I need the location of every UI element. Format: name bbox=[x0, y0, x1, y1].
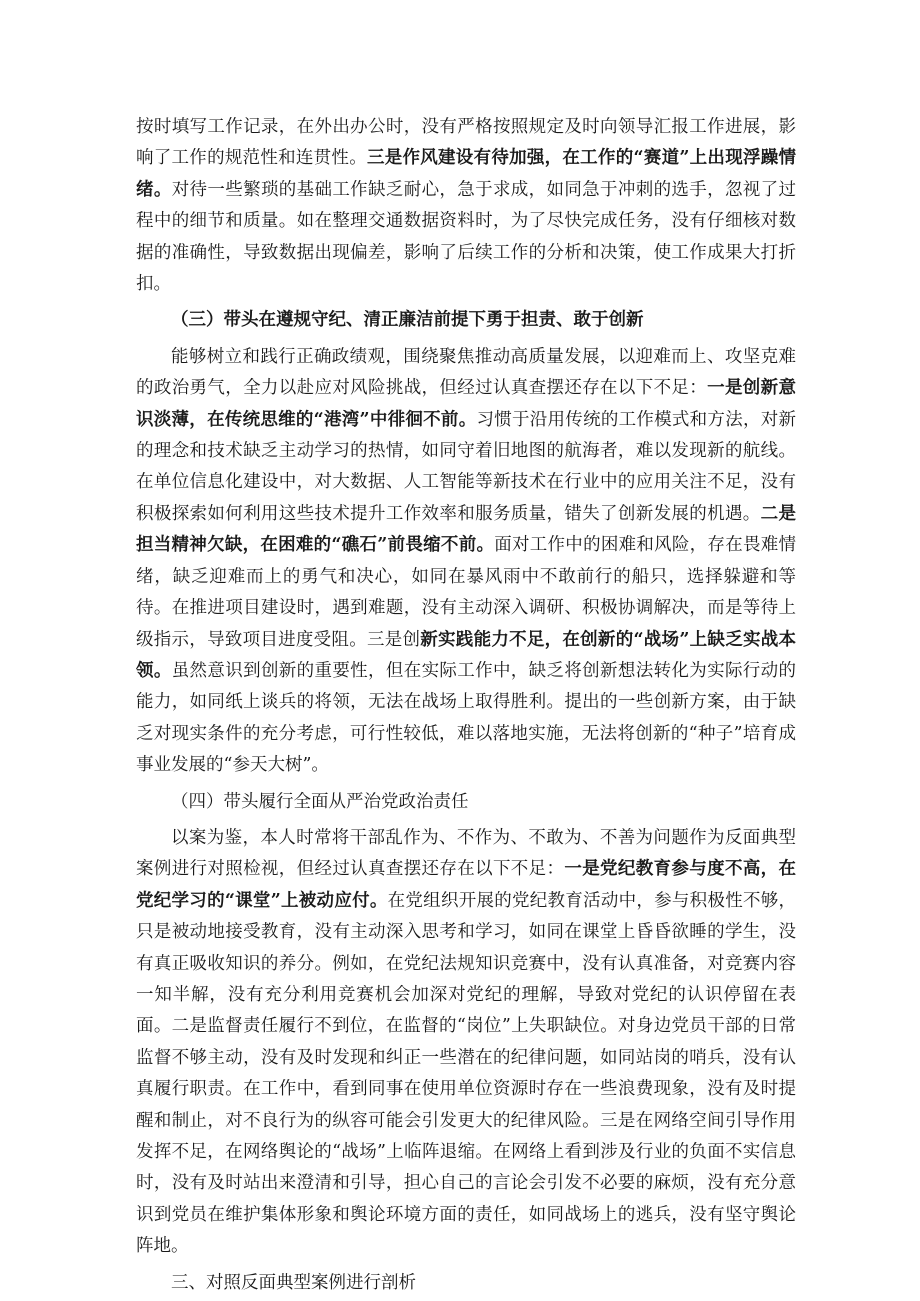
bold-point: 三是作风建设有待加强，在工作的“赛道”上出现浮躁情绪。 bbox=[136, 148, 796, 200]
section-4-paragraph bbox=[136, 823, 796, 1263]
chapter-heading: 三、对照反面典型案例进行剖析 bbox=[171, 1272, 416, 1293]
paragraph-text: 习惯于沿用传统的工作模式和方法，对新的理念和技术缺乏主动学习的热情，如同守着旧地图的航海者，难以发现新的航线。在单位信息化建设中，对大数据、人工智能等新技术在行业中的应用关注不足，没有积极探索如何利用这些技术提升工作效率和服务质量，错失了创新发展的机遇。 bbox=[136, 409, 796, 524]
paragraph-text: 对待一些繁琐的基础工作缺乏耐心，急于求成，如同急于冲刺的选手，忽视了过程中的细节和质量。如在整理交通数据资料时，为了尽快完成任务，没有仔细核对数据的准确性，导致数据出现偏差，影响了后续工作的分析和决策，使工作成果大打折扣。 bbox=[136, 179, 797, 295]
continuation-paragraph bbox=[136, 112, 796, 300]
paragraph-text: 面对工作中的困难和风险，存在畏难情绪，缺乏迎难而上的勇气和决心，如同在暴风雨中不敢前行的船只，选择躲避和等待。在推进项目建设时，遇到难题，没有主动深入调研、积极协调解决，而是等待上级指示，导致项目进度受阻。三是创 bbox=[136, 535, 796, 650]
paragraph-text: 虽然意识到创新的重要性，但在实际工作中，缺乏将创新想法转化为实际行动的能力，如同纸上谈兵的将领，无法在战场上取得胜利。提出的一些创新方案，由于缺乏对现实条件的充分考虑，可行性较低，难以落地实施，无法将创新的“种子”培育成事业发展的“参天大树”。 bbox=[136, 660, 797, 776]
bold-point: 二是担当精神欠缺，在困难的“礁石”前畏缩不前。 bbox=[136, 503, 797, 556]
paragraph-text: 按时填写工作记录，在外出办公时，没有严格按照规定及时向领导汇报工作进展，影响了工作的规范性和连贯性。 bbox=[136, 117, 796, 169]
bold-point: 一是党纪教育参与度不高，在党纪学习的“课堂”上被动应付。 bbox=[136, 859, 797, 911]
section-heading-3: （三）带头在遵规守纪、清正廉洁前提下勇于担责、敢于创新 bbox=[171, 310, 644, 331]
bold-point: 新实践能力不足，在创新的“战场”上缺乏实战本领。 bbox=[136, 629, 796, 681]
paragraph-text: 能够树立和践行正确政绩观，围绕聚焦推动高质量发展，以迎难而上、攻坚克难的政治勇气，全力以赴应对风险挑战，但经过认真查摆还存在以下不足： bbox=[136, 346, 796, 399]
section-heading-4: （四）带头履行全面从严治党政治责任 bbox=[171, 791, 469, 812]
paragraph-text: 在党组织开展的党纪教育活动中，参与积极性不够，只是被动地接受教育，没有主动深入思考和学习，如同在课堂上昏昏欲睡的学生，没有真正吸收知识的养分。例如，在党纪法规知识竞赛中，没有认真准备，对竞赛内容一知半解，没有充分利用竞赛机会加深对党纪的理解，导致对党纪的认识停留在表面。二是监督责任履行不到位，在监督的“岗位”上失职缺位。对身边党员干部的日常监督不够主动，没有及时发现和纠正一些潜在的纪律问题，如同站岗的哨兵，没有认真履行职责。在工作中，看到同事在使用单位资源时存在一些浪费现象，没有及时提醒和制止，对不良行为的纵容可能会引发更大的纪律风险。三是在网络空间引导作用发挥不足，在网络舆论的“战场”上临阵退缩。在网络上看到涉及行业的负面不实信息时，没有及时站出来澄清和引导，担心自己的言论会引发不必要的麻烦，没有充分意识到党员在维护集体形象和舆论环境方面的责任，如同战场上的逃兵，没有坚守舆论阵地。 bbox=[136, 890, 797, 1257]
paragraph-text: 以案为鉴，本人时常将干部乱作为、不作为、不敢为、不善为问题作为反面典型案例进行对照检视，但经过认真查摆还存在以下不足： bbox=[136, 827, 796, 880]
bold-point: 一是创新意识淡薄，在传统思维的“港湾”中徘徊不前。 bbox=[136, 378, 796, 430]
section-3-paragraph bbox=[136, 342, 796, 782]
document-page bbox=[136, 112, 796, 1299]
